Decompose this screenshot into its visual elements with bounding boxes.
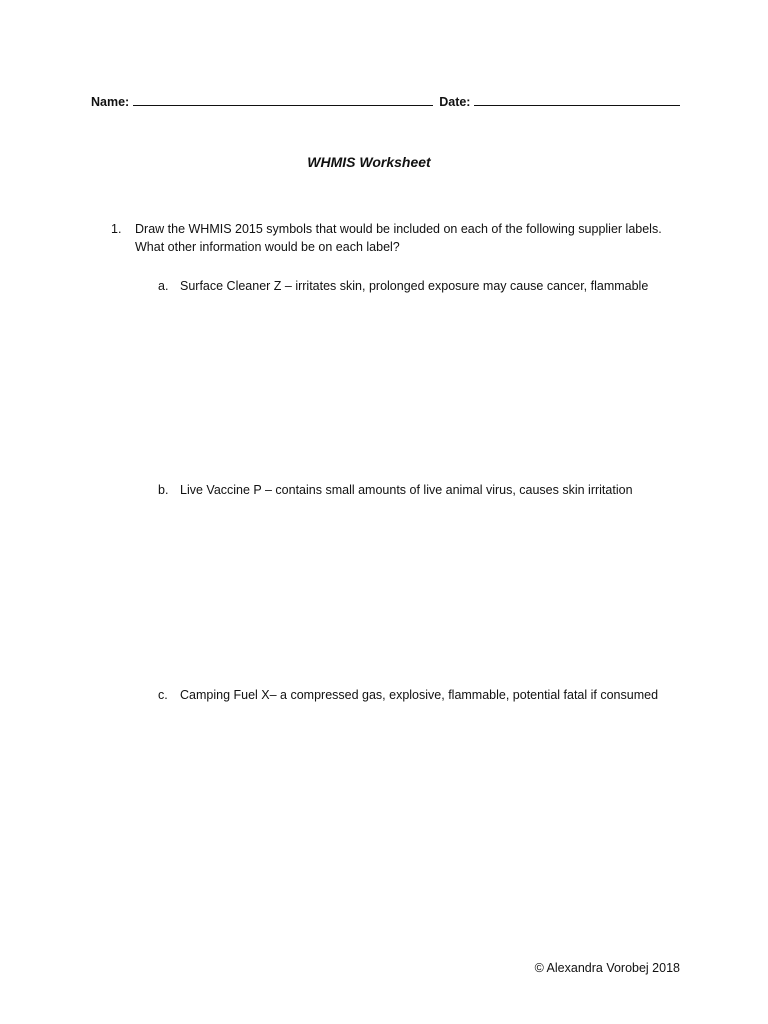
name-blank-line — [133, 93, 433, 106]
sub-question-text: Surface Cleaner Z – irritates skin, prolonged exposure may cause cancer, flammable — [180, 279, 649, 293]
question-text: Draw the WHMIS 2015 symbols that would be included on each of the following supplier labels. What other information would be on each label? — [135, 222, 662, 254]
sub-question-letter: a. — [158, 279, 169, 293]
question-number: 1. — [111, 222, 122, 236]
date-blank-line — [474, 93, 680, 106]
sub-question-text: Camping Fuel X– a compressed gas, explosive, flammable, potential fatal if consumed — [180, 688, 659, 702]
date-label: Date: — [439, 95, 471, 109]
sub-question-letter: b. — [158, 483, 169, 497]
page-title: WHMIS Worksheet — [307, 154, 431, 170]
sub-question-text: Live Vaccine P – contains small amounts of live animal virus, causes skin irritation — [180, 483, 633, 497]
copyright-footer: © Alexandra Vorobej 2018 — [534, 961, 680, 975]
header-fields — [91, 93, 681, 109]
name-label: Name: — [91, 95, 130, 109]
sub-question-letter: c. — [158, 688, 168, 702]
